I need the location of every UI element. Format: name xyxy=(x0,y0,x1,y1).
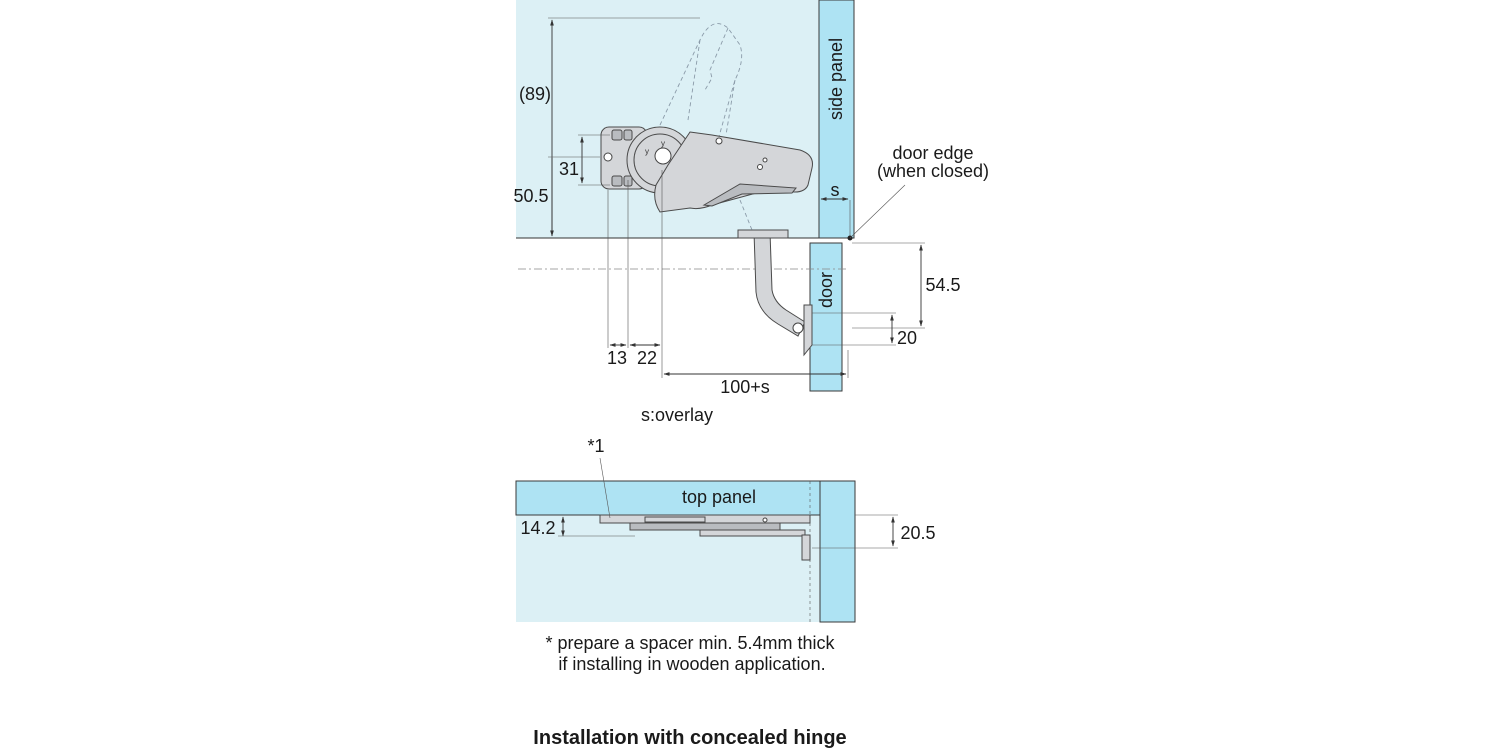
door-label: door xyxy=(816,271,836,308)
footnote-line-2: if installing in wooden application. xyxy=(558,654,826,674)
side-panel-label: side panel xyxy=(826,37,846,120)
dim-22: 22 xyxy=(636,348,658,368)
door-edge-panel xyxy=(820,481,855,622)
top-panel xyxy=(516,481,820,515)
footnote-marker: *1 xyxy=(587,436,605,456)
overlay-note: s:overlay xyxy=(640,405,714,425)
dim-100-s: 100+s xyxy=(720,377,770,397)
dim-14-2: 14.2 xyxy=(520,518,556,538)
dim-13: 13 xyxy=(606,348,628,368)
dim-50-5: 50.5 xyxy=(513,186,549,206)
side-section-view xyxy=(513,0,989,425)
dim-20: 20 xyxy=(896,328,918,348)
door-panel xyxy=(810,243,842,391)
door-edge-note: (when closed) xyxy=(876,161,990,181)
svg-text:y: y xyxy=(645,147,649,156)
drawing-title: Installation with concealed hinge xyxy=(533,727,847,749)
dim-54-5: 54.5 xyxy=(925,275,961,295)
door-edge-label: door edge xyxy=(892,143,974,163)
top-panel-label: top panel xyxy=(681,487,757,507)
dim-s: s xyxy=(830,180,840,200)
svg-text:y: y xyxy=(661,139,665,148)
top-panel-view xyxy=(516,436,936,622)
dim-89: (89) xyxy=(518,84,552,104)
dim-31: 31 xyxy=(558,159,580,179)
dim-20-5: 20.5 xyxy=(900,523,936,543)
footnote-line-1: * prepare a spacer min. 5.4mm thick xyxy=(545,633,835,653)
